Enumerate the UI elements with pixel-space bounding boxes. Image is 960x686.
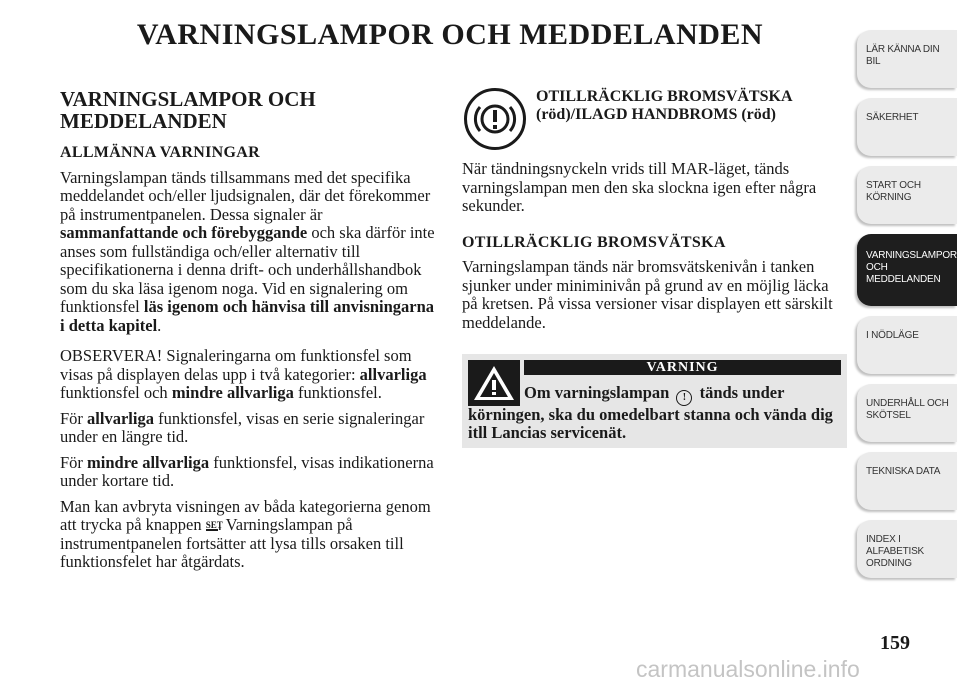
tab-maintenance[interactable]: UNDERHÅLL OCH SKÖTSEL (857, 384, 957, 442)
section-title-line1: VARNINGSLAMPOR OCH (60, 87, 316, 111)
warning-label: VARNING (524, 360, 841, 375)
brake-warning-icon (464, 88, 526, 150)
brake-warning-inline-icon: ! (676, 390, 692, 406)
tab-know-your-car[interactable]: LÄR KÄNNA DIN BIL (857, 30, 957, 88)
paragraph-serious: För allvarliga funktionsfel, visas en serie signaleringar under en längre tid. (60, 408, 425, 446)
paragraph-brake-fluid: Varningslampan tänds när bromsvätskenivån i tanken sjunker under miniminivån på grund av en möjlig läcka på kretsen. På vissa versioner visar displayen ett särskilt meddelande. (462, 257, 833, 332)
page-number: 159 (880, 632, 910, 654)
paragraph-observe: OBSERVERA! Signaleringarna om funktionsfel som visas på displayen delas upp i två kategorier: allvarliga funktionsfel och mindre allvarliga funktionsfel. (60, 346, 427, 402)
tab-starting-driving[interactable]: START OCH KÖRNING (857, 166, 957, 224)
set-button-icon: SET (205, 520, 223, 530)
paragraph-minor: För mindre allvarliga funktionsfel, visas indikationerna under kortare tid. (60, 452, 434, 490)
paragraph-cancel: Man kan avbryta visningen av båda kategorierna genom att trycka på knappen SET. Varningslampan på instrumentpanelen fortsätter att lysa tills orsaken till funktionsfelet har åtgärdats. (60, 496, 431, 571)
watermark: carmanualsonline.info (636, 656, 860, 682)
left-column (60, 88, 440, 579)
paragraph-ignition: När tändningsnyckeln vrids till MAR-läget, tänds varningslampan men den ska slockna igen efter några sekunder. (462, 159, 817, 215)
general-warnings-heading: ALLMÄNNA VARNINGAR (60, 144, 260, 161)
chapter-sidebar (857, 30, 957, 588)
warning-text: Om varningslampan ! tänds under körningen, ska du omedelbart stanna och vända dig itll Lancias servicenät. (468, 383, 833, 442)
tab-index[interactable]: INDEX I ALFABETISK ORDNING (857, 520, 957, 578)
paragraph-intro: Varningslampan tänds tillsammans med det specifika meddelandet och/eller ljudsignalen, där det förekommer på instrumentpanelen. Dessa signaler är sammanfattande och förebyggande och ska därför inte anses som fullständiga och/eller alternativ till specifikationerna i denna drift- och underhållshandbok som du ska läsa igenom noga. Vid en signalering om funktionsfel läs igenom och hänvisa till anvisningarna i detta kapitel. (60, 167, 435, 335)
section-title (60, 88, 440, 132)
tab-safety[interactable]: SÄKERHET (857, 98, 957, 156)
warning-box (462, 354, 847, 448)
tab-emergency[interactable]: I NÖDLÄGE (857, 316, 957, 374)
page-title: VARNINGSLAMPOR OCH MEDDELANDEN (136, 18, 764, 51)
right-column (462, 88, 847, 448)
brake-fluid-heading: OTILLRÄCKLIG BROMSVÄTSKA (462, 233, 726, 251)
brake-warning-header (462, 88, 847, 160)
section-title-line2: MEDDELANDEN (60, 109, 227, 133)
tab-warning-lights[interactable]: VARNINGSLAMPOR OCH MEDDELANDEN (857, 234, 957, 306)
tab-technical-data[interactable]: TEKNISKA DATA (857, 452, 957, 510)
brake-warning-title: OTILLRÄCKLIG BROMSVÄTSKA (röd)/ILAGD HANDBROMS (röd) (536, 88, 793, 123)
